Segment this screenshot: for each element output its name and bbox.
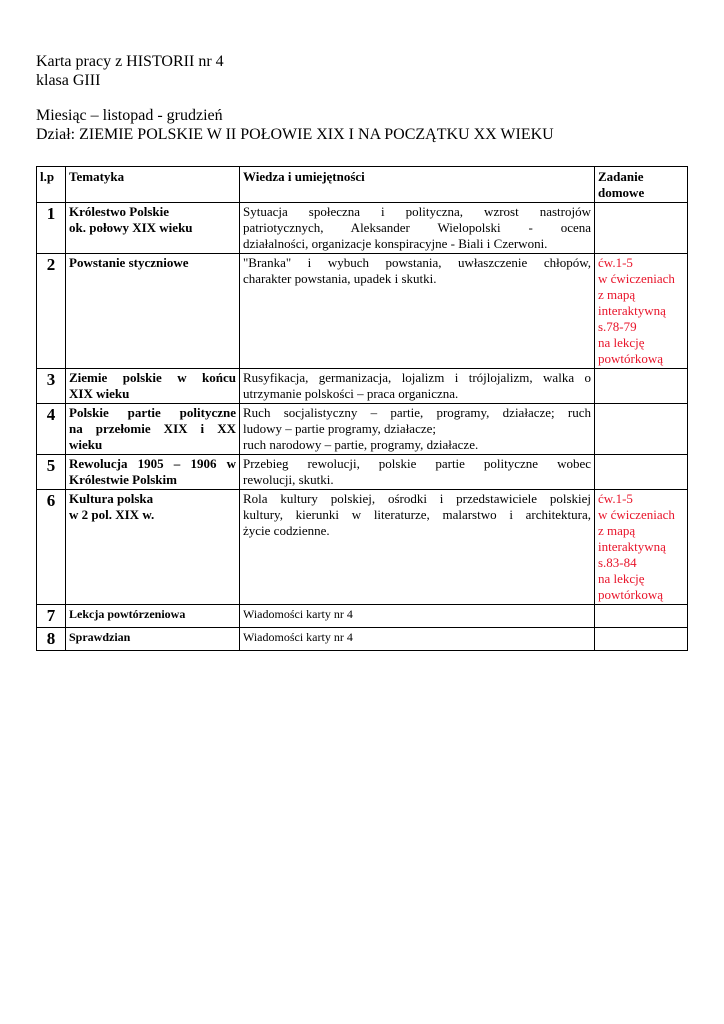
column-header-knowledge: Wiedza i umiejętności	[240, 167, 595, 203]
topic-line: Sprawdzian	[69, 630, 131, 644]
row-number: 7	[37, 605, 66, 628]
homework-cell	[595, 369, 688, 404]
column-header-topic: Tematyka	[66, 167, 240, 203]
lesson-plan-table	[36, 166, 688, 651]
knowledge-line: charakter powstania, upadek i skutki.	[243, 271, 437, 286]
homework-cell	[595, 455, 688, 490]
knowledge-line: Ruch socjalistyczny – partie, programy, działacze; ruch	[243, 405, 591, 420]
homework-line: interaktywną	[598, 303, 666, 318]
homework-cell	[595, 404, 688, 455]
row-number: 5	[37, 455, 66, 490]
table-row	[37, 203, 688, 254]
topic-cell	[66, 605, 240, 628]
row-number: 4	[37, 404, 66, 455]
table-row	[37, 490, 688, 605]
knowledge-line: kultury, kierunki w literaturze, malarstwo i architektura,	[243, 507, 591, 522]
knowledge-cell	[240, 605, 595, 628]
topic-cell	[66, 628, 240, 651]
knowledge-line: rewolucji, skutki.	[243, 472, 334, 487]
knowledge-line: Wiadomości karty nr 4	[243, 630, 353, 644]
homework-line: w ćwiczeniach	[598, 271, 675, 286]
topic-line: Polskie partie polityczne	[69, 405, 236, 420]
homework-header-line: domowe	[598, 185, 645, 200]
homework-line: ćw.1-5	[598, 255, 633, 270]
knowledge-line: Przebieg rewolucji, polskie partie polityczne wobec	[243, 456, 591, 471]
column-header-homework	[595, 167, 688, 203]
knowledge-cell	[240, 254, 595, 369]
class-label: klasa GIII	[36, 72, 101, 89]
homework-line: ćw.1-5	[598, 491, 633, 506]
table-row	[37, 605, 688, 628]
topic-line: Królestwo Polskie	[69, 204, 170, 219]
knowledge-line: działalności, organizacje konspiracyjne - Biali i Czerwoni.	[243, 236, 548, 251]
topic-line: Rewolucja 1905 – 1906 w	[69, 456, 236, 471]
homework-line: na lekcję	[598, 571, 645, 586]
column-header-lp: l.p	[37, 167, 66, 203]
row-number: 3	[37, 369, 66, 404]
table-row	[37, 628, 688, 651]
homework-line: z mapą	[598, 287, 636, 302]
topic-line: wieku	[69, 437, 103, 452]
homework-line: na lekcję	[598, 335, 645, 350]
topic-cell	[66, 455, 240, 490]
topic-line: ok. połowy XIX wieku	[69, 220, 193, 235]
homework-line: interaktywną	[598, 539, 666, 554]
knowledge-line: Rola kultury polskiej, ośrodki i przedstawiciele polskiej	[243, 491, 591, 506]
row-number: 8	[37, 628, 66, 651]
topic-line: w 2 pol. XIX w.	[69, 507, 155, 522]
topic-cell	[66, 203, 240, 254]
homework-line: z mapą	[598, 523, 636, 538]
topic-line: Królestwie Polskim	[69, 472, 177, 487]
row-number: 1	[37, 203, 66, 254]
knowledge-cell	[240, 369, 595, 404]
knowledge-cell	[240, 404, 595, 455]
table-row	[37, 455, 688, 490]
table-row	[37, 369, 688, 404]
row-number: 2	[37, 254, 66, 369]
knowledge-line: utrzymanie polskości – praca organiczna.	[243, 386, 459, 401]
homework-line: s.78-79	[598, 319, 637, 334]
homework-line: powtórkową	[598, 351, 663, 366]
knowledge-line: życie codzienne.	[243, 523, 330, 538]
homework-cell	[595, 605, 688, 628]
table-row	[37, 404, 688, 455]
knowledge-line: Sytuacja społeczna i polityczna, wzrost nastrojów	[243, 204, 591, 219]
knowledge-cell	[240, 490, 595, 605]
knowledge-cell	[240, 455, 595, 490]
topic-line: Ziemie polskie w końcu	[69, 370, 236, 385]
homework-cell	[595, 490, 688, 605]
topic-cell	[66, 404, 240, 455]
knowledge-line: "Branka" i wybuch powstania, uwłaszczenie chłopów,	[243, 255, 591, 270]
table-header-row	[37, 167, 688, 203]
topic-cell	[66, 369, 240, 404]
knowledge-line: ludowy – partie programy, działacze;	[243, 421, 436, 436]
homework-header-line: Zadanie	[598, 169, 644, 184]
homework-cell	[595, 628, 688, 651]
topic-line: Kultura polska	[69, 491, 154, 506]
knowledge-cell	[240, 203, 595, 254]
topic-line: XIX wieku	[69, 386, 130, 401]
homework-cell	[595, 203, 688, 254]
knowledge-cell	[240, 628, 595, 651]
topic-line: Lekcja powtórzeniowa	[69, 607, 186, 621]
worksheet-title: Karta pracy z HISTORII nr 4	[36, 53, 224, 70]
homework-line: s.83-84	[598, 555, 637, 570]
topic-line: Powstanie styczniowe	[69, 255, 189, 270]
section-title: Dział: ZIEMIE POLSKIE W II POŁOWIE XIX I NA POCZĄTKU XX WIEKU	[36, 126, 554, 143]
month-label: Miesiąc – listopad - grudzień	[36, 107, 223, 124]
topic-line: na przełomie XIX i XX	[69, 421, 236, 436]
topic-cell	[66, 254, 240, 369]
row-number: 6	[37, 490, 66, 605]
knowledge-line: patriotycznych, Aleksander Wielopolski - ocena	[243, 220, 591, 235]
knowledge-line: Wiadomości karty nr 4	[243, 607, 353, 621]
topic-cell	[66, 490, 240, 605]
knowledge-line: Rusyfikacja, germanizacja, lojalizm i trójlojalizm, walka o	[243, 370, 591, 385]
document-header	[36, 52, 696, 144]
table-row	[37, 254, 688, 369]
homework-cell	[595, 254, 688, 369]
knowledge-line: ruch narodowy – partie, programy, działacze.	[243, 437, 479, 452]
homework-line: powtórkową	[598, 587, 663, 602]
homework-line: w ćwiczeniach	[598, 507, 675, 522]
